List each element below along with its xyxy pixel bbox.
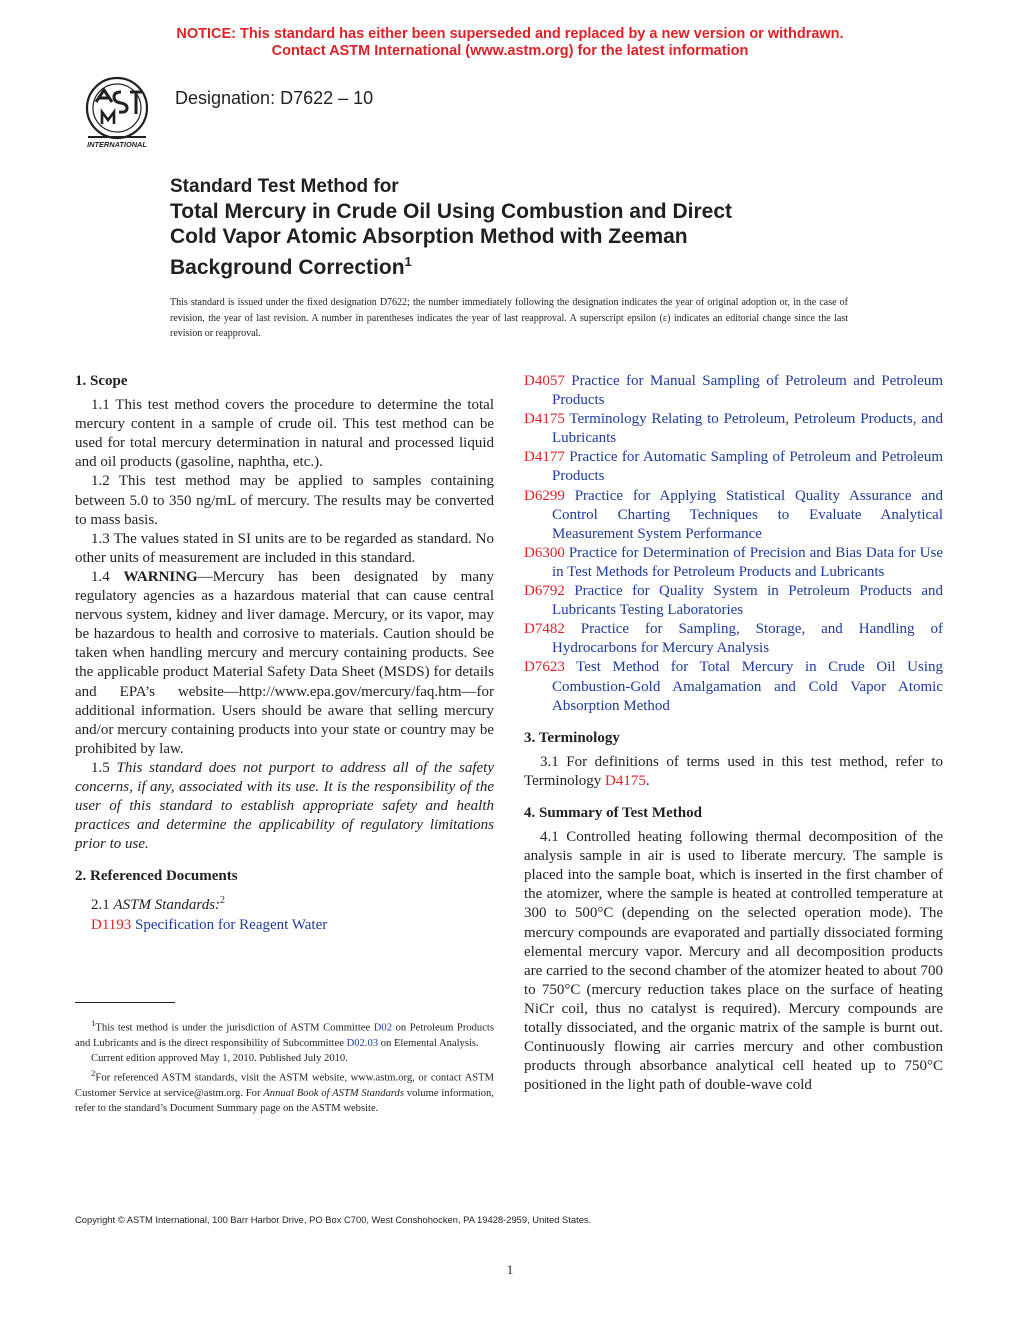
footnote-1-mark: 1 — [91, 1018, 96, 1028]
para-1-5-text: This standard does not purport to address all of the safety concerns, if any, associated with its use. It is the responsibility of the user of this standard to establish appropriate safety and health practices and determine the applicability of regulatory limitations prior to use. — [75, 759, 495, 853]
para-3-1-text: 3.1 For definitions of terms used in this test method, refer to Terminology — [524, 753, 943, 789]
ref-d1193-title[interactable]: Specification for Reagent Water — [135, 916, 328, 933]
footnote-1-b: on Petroleum Products and Lubricants and is the direct responsibility of Subcommittee — [75, 1022, 494, 1049]
para-4-1: 4.1 Controlled heating following thermal decomposition of the analysis sample in air is used to liberate mercury. The sample is placed into the sample boat, which is inserted in the first chamber of the atomizer, where the sample is heated at controlled temperature at 300 to 500°C (depending on the selected operation mode). The mercury compounds are evaporated and partially dissociated forming elemental mercury vapor. Mercury and all decomposition products are carried to the second chamber of the atomizer heated to about 700 to 750°C (mercury reduction takes place on the surface of heating NiCr coil, thus no catalyst is required). Mercury compounds are totally dissociated, and the organic matrix of the sample is burnt out. Continuously flowing air carries mercury and other combustion products through absorbance analytical cell heated up to 750°C positioned in the light path of double-wave cold — [524, 829, 943, 1094]
astm-logo-mark — [74, 72, 160, 152]
ref-code[interactable]: D4057 — [524, 373, 565, 389]
ref-item — [524, 448, 943, 486]
ref-code[interactable]: D7623 — [524, 659, 565, 676]
ref-title[interactable]: Practice for Automatic Sampling of Petroleum and Petroleum Products — [552, 449, 944, 485]
ref-title[interactable]: Practice for Quality System in Petroleum Products and Lubricants Testing Laboratories — [552, 583, 943, 619]
title-main-1: Total Mercury in Crude Oil Using Combustion and Direct — [170, 200, 732, 223]
summary-heading: 4. Summary of Test Method — [524, 804, 702, 821]
astm-logo — [74, 72, 160, 152]
copyright: Copyright © ASTM International, 100 Barr Harbor Drive, PO Box C700, West Conshohocken, PA 19428-2959, United States. — [75, 1214, 592, 1225]
ref-item — [524, 658, 943, 715]
designation: Designation: D7622 – 10 — [175, 88, 374, 108]
footnote-2-a: For referenced ASTM standards, visit the ASTM website, www.astm.org, or contact ASTM Customer Service at service@astm.org. For — [75, 1072, 494, 1099]
footnote-rule — [75, 1002, 175, 1003]
para-1-1: 1.1 This test method covers the procedure to determine the total mercury content in a sample of crude oil. This test method can be used for total mercury determination in natural and processed liquid and oil products (gasoline, naphtha, etc.). — [75, 397, 494, 471]
refdocs-heading: 2. Referenced Documents — [75, 868, 238, 885]
ref-item — [524, 487, 943, 544]
footnote-1-link-d0203[interactable]: D02.03 — [346, 1037, 379, 1049]
title-footnote-mark: 1 — [404, 254, 412, 269]
para-1-3: 1.3 The values stated in SI units are to be regarded as standard. No other units of measurement are included in this standard. — [75, 530, 494, 566]
footnote-2-italic: Annual Book of ASTM Standards — [263, 1087, 404, 1099]
astm-standards-label: ASTM Standards: — [113, 897, 221, 914]
ref-title[interactable]: Practice for Determination of Precision and Bias Data for Use in Test Methods for Petroleum Products and Lubricants — [552, 544, 943, 580]
ref-title[interactable]: Practice for Applying Statistical Quality Assurance and Control Charting Techniques to Evaluate Analytical Measurement System Performance — [552, 487, 944, 542]
issued-note: This standard is issued under the fixed designation D7622; the number immediately following the designation indicates the year of original adoption or, in the case of revision, the year of last revision. A number in parentheses indicates the year of last reapproval. A superscript epsilon (ε) indicates an editorial change since the last revision or reapproval. — [170, 297, 848, 339]
para-2-1-sup: 2 — [220, 895, 226, 907]
ref-item — [524, 582, 943, 620]
ref-title[interactable]: Terminology Relating to Petroleum, Petroleum Products, and Lubricants — [552, 411, 943, 447]
para-3-1-link[interactable]: D4175 — [605, 772, 646, 789]
ref-title[interactable]: Test Method for Total Mercury in Crude Oil Using Combustion-Gold Amalgamation and Cold Vapor Atomic Absorption Method — [552, 659, 943, 714]
para-1-4-num: 1.4 — [91, 568, 110, 585]
title-main-3-text: Background Correction — [170, 256, 405, 279]
ref-item — [524, 544, 943, 582]
footnote-2-mark: 2 — [91, 1068, 96, 1079]
ref-code[interactable]: D4175 — [524, 411, 565, 428]
ref-title[interactable]: Practice for Manual Sampling of Petroleum and Petroleum Products — [552, 373, 943, 409]
para-2-1-num: 2.1 — [91, 897, 110, 914]
para-3-1 — [524, 753, 943, 791]
ref-item — [524, 372, 943, 410]
para-1-2: 1.2 This test method may be applied to samples containing between 5.0 to 350 ng/mL of mercury. The results may be converted to mass basis. — [75, 473, 494, 528]
scope-heading: 1. Scope — [75, 373, 128, 389]
left-column — [75, 372, 494, 935]
right-column — [524, 372, 943, 1095]
para-1-4-text: —Mercury has been designated by many regulatory agencies as a hazardous material that can cause central nervous system, kidney and liver damage. Mercury, or its vapor, may be hazardous to health and corrosive to materials. Caution should be taken when handling mercury and mercury containing products. See the applicable product Material Safety Data Sheet (MSDS) for details and EPA’s website—http://www.epa.gov/mercury/faq.htm—for additional information. Users should be aware that selling mercury and/or mercury containing products into your state or country may be prohibited by law. — [75, 568, 494, 757]
ref-code[interactable]: D6792 — [524, 583, 565, 600]
ref-code[interactable]: D4177 — [524, 449, 565, 466]
notice-line-2: Contact ASTM International (www.astm.org) for the latest information — [271, 43, 749, 59]
ref-code[interactable]: D6300 — [524, 544, 565, 561]
title-main-3 — [170, 249, 870, 280]
title-main-2: Cold Vapor Atomic Absorption Method with Zeeman — [170, 225, 688, 248]
footnote-1-link-d02[interactable]: D02 — [373, 1022, 393, 1034]
notice-line-1: NOTICE: This standard has either been superseded and replaced by a new version or withdrawn. — [176, 26, 844, 42]
ref-item — [524, 620, 943, 658]
ref-title[interactable]: Practice for Sampling, Storage, and Handling of Hydrocarbons for Mercury Analysis — [552, 621, 943, 657]
page-number: 1 — [506, 1262, 514, 1277]
ref-d1193-code[interactable]: D1193 — [91, 916, 132, 933]
para-3-1-end: . — [645, 772, 650, 789]
footnote-1 — [75, 1016, 494, 1051]
ref-code[interactable]: D7482 — [524, 621, 565, 638]
para-1-5 — [75, 759, 494, 854]
ref-code[interactable]: D6299 — [524, 487, 565, 504]
edition-note: Current edition approved May 1, 2010. Published July 2010. — [91, 1052, 348, 1064]
footnote-2-b: volume information, refer to the standard’s Document Summary page on the ASTM website. — [75, 1087, 495, 1115]
para-1-5-num: 1.5 — [91, 759, 110, 776]
ref-d1193 — [75, 916, 494, 935]
warning-label: WARNING — [123, 568, 198, 585]
para-2-1 — [75, 891, 494, 915]
footnote-1-a: This test method is under the jurisdiction of ASTM Committee — [95, 1022, 371, 1034]
footnotes — [75, 1016, 494, 1116]
footnote-1-c: on Elemental Analysis. — [380, 1037, 479, 1049]
supersession-notice — [0, 26, 1020, 60]
title-line-1: Standard Test Method for — [170, 176, 399, 197]
reference-list — [524, 372, 943, 716]
terminology-heading: 3. Terminology — [524, 729, 620, 746]
logo-caption: INTERNATIONAL — [87, 140, 147, 149]
footnote-2 — [75, 1066, 494, 1116]
ref-item — [524, 410, 943, 448]
document-title — [170, 175, 870, 280]
para-1-4 — [75, 568, 494, 759]
